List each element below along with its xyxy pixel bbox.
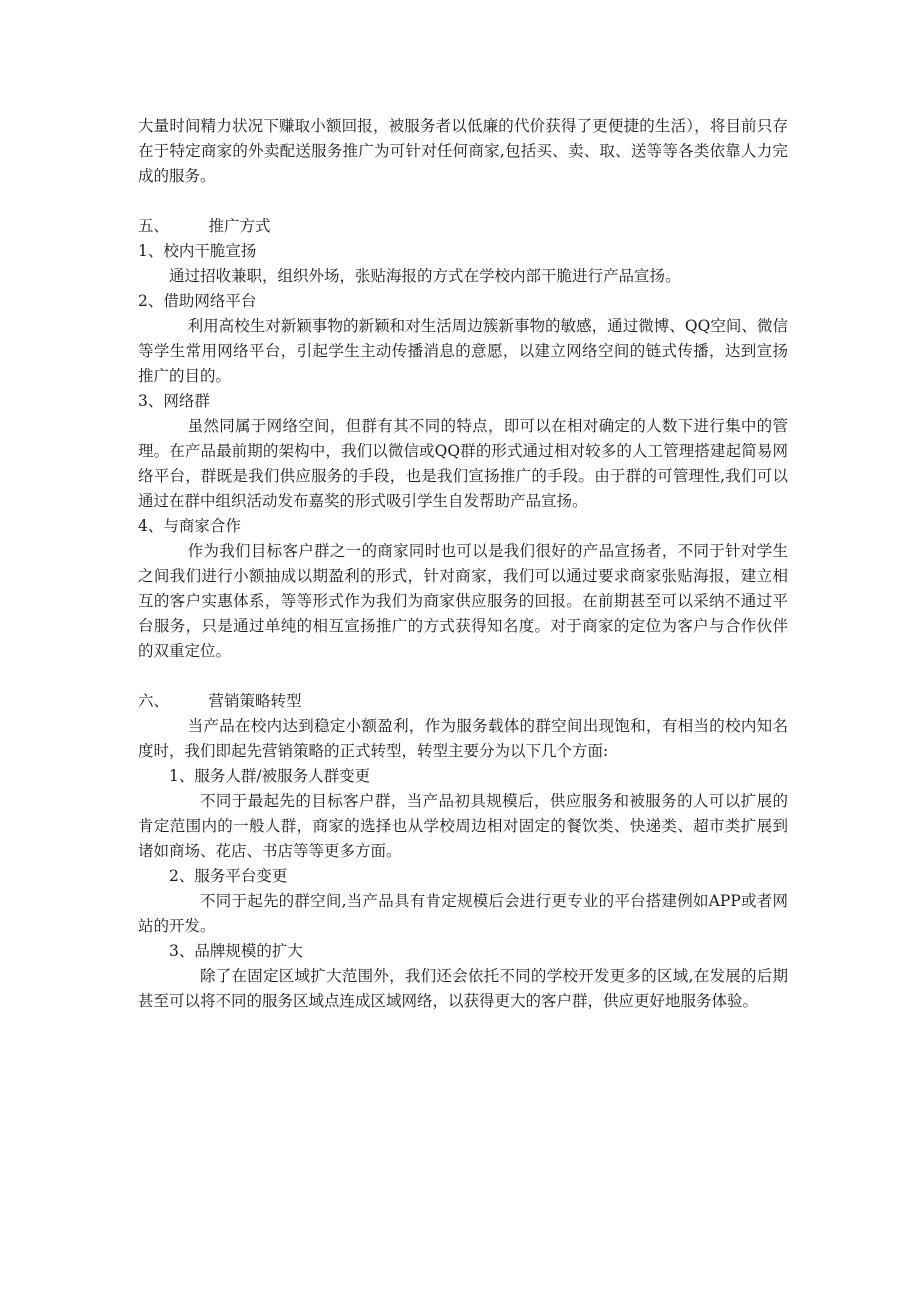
section-6-intro: 当产品在校内达到稳定小额盈利，作为服务载体的群空间出现饱和，有相当的校内知名度时，我们即起先营销策略的正式转型，转型主要分为以下几个方面:	[138, 717, 788, 760]
section-5-item-2-heading: 2、借助网络平台	[138, 292, 257, 310]
section-6-item-1-heading: 1、服务人群/被服务人群变更	[169, 767, 371, 785]
section-6-item-2-body: 不同于起先的群空间,当产品具有肯定规模后会进行更专业的平台搭建例如APP或者网站的开发。	[138, 892, 788, 935]
section-6-item-3-heading: 3、品牌规模的扩大	[169, 942, 303, 960]
section-6-item-2-heading: 2、服务平台变更	[169, 867, 288, 885]
section-6-item-3-body: 除了在固定区域扩大范围外，我们还会依托不同的学校开发更多的区域,在发展的后期甚至可以将不同的服务区域点连成区域网络，以获得更大的客户群，供应更好地服务体验。	[138, 967, 788, 1010]
section-5-title-text: 推广方式	[208, 217, 271, 235]
section-5-item-4-heading: 4、与商家合作	[138, 517, 241, 535]
section-5-item-3-body: 虽然同属于网络空间，但群有其不同的特点，即可以在相对确定的人数下进行集中的管理。在产品最前期的架构中，我们以微信或QQ群的形式通过相对较多的人工管理搭建起简易网络平台，群既是我们供应服务的手段，也是我们宣扬推广的手段。由于群的可管理性,我们可以通过在群中组织活动发布嘉奖的形式吸引学生自发帮助产品宣扬。	[138, 417, 788, 510]
section-5-item-1-heading: 1、校内干脆宣扬	[138, 242, 257, 260]
section-5-item-1-body: 通过招收兼职，组织外场，张贴海报的方式在学校内部干脆进行产品宣扬。	[169, 267, 681, 285]
document-page	[138, 114, 788, 1014]
intro-paragraph: 大量时间精力状况下赚取小额回报，被服务者以低廉的代价获得了更便捷的生活），将目前只存在于特定商家的外卖配送服务推广为可针对任何商家,包括买、卖、取、送等等各类依靠人力完成的服务。	[138, 117, 788, 185]
section-5-number: 五、	[138, 217, 170, 235]
section-5-item-3-heading: 3、网络群	[138, 392, 210, 410]
section-6-title	[138, 689, 788, 714]
section-5-item-4-body: 作为我们目标客户群之一的商家同时也可以是我们很好的产品宣扬者，不同于针对学生之间我们进行小额抽成以期盈利的形式，针对商家，我们可以通过要求商家张贴海报，建立相互的客户实惠体系，等等形式作为我们为商家供应服务的回报。在前期甚至可以采纳不通过平台服务，只是通过单纯的相互宣扬推广的方式获得知名度。对于商家的定位为客户与合作伙伴的双重定位。	[138, 542, 788, 660]
section-6-title-text: 营销策略转型	[208, 692, 302, 710]
section-6-item-1-body: 不同于最起先的目标客户群，当产品初具规模后，供应服务和被服务的人可以扩展的肯定范围内的一般人群，商家的选择也从学校周边相对固定的餐饮类、快递类、超市类扩展到诸如商场、花店、书店等等更多方面。	[138, 792, 788, 860]
section-5-title	[138, 214, 788, 239]
section-5-item-2-body: 利用高校生对新颖事物的新颖和对生活周边簇新事物的敏感，通过微博、QQ空间、微信等学生常用网络平台，引起学生主动传播消息的意愿，以建立网络空间的链式传播，达到宣扬推广的目的。	[138, 317, 788, 385]
section-6-number: 六、	[138, 692, 170, 710]
